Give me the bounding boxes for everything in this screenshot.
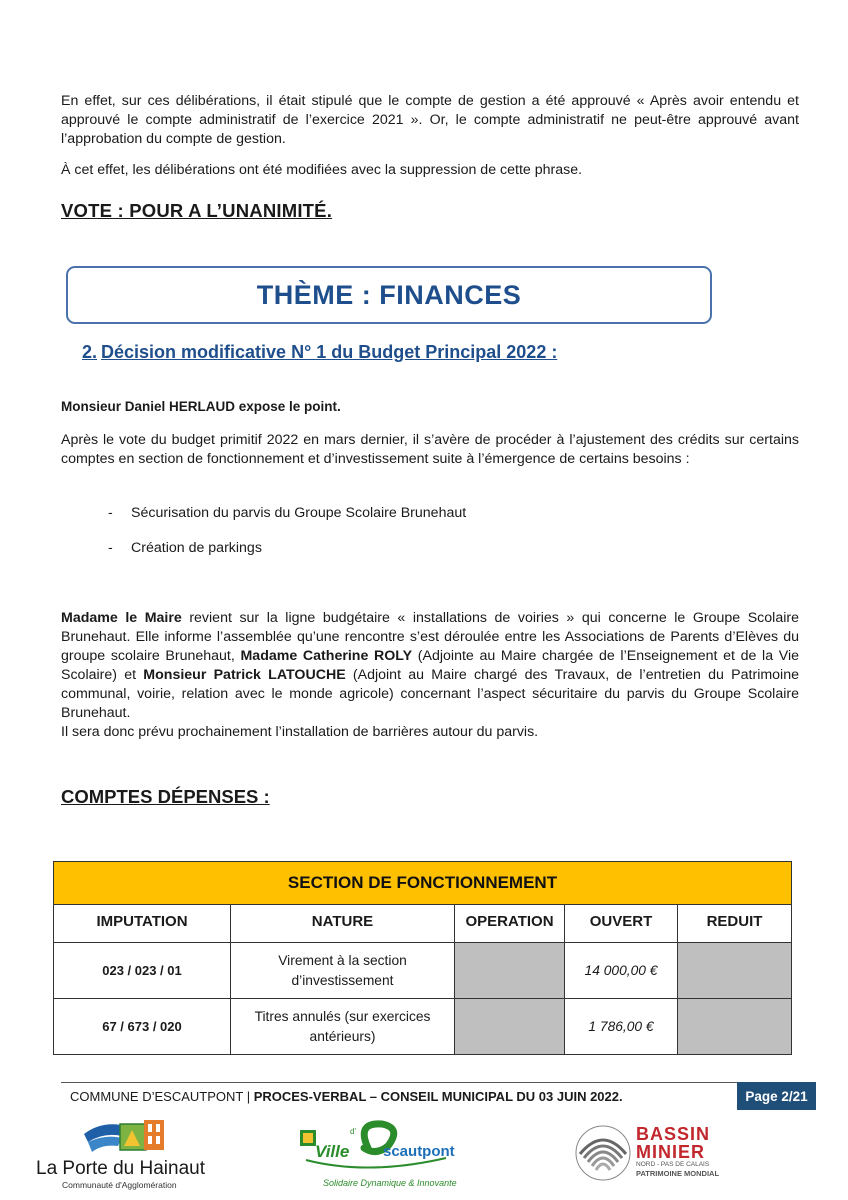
footer-commune: COMMUNE D’ESCAUTPONT | (70, 1089, 254, 1104)
bassin-text: BASSIN (636, 1124, 711, 1144)
cell-nature: Titres annulés (sur exercices antérieurs) (231, 999, 455, 1055)
cell-ouvert: 1 786,00 € (565, 999, 678, 1055)
cell-ouvert: 14 000,00 € (565, 943, 678, 999)
section-title: Décision modificative N° 1 du Budget Principal 2022 : (101, 342, 558, 362)
table-row (54, 943, 792, 999)
list-item-label: Création de parkings (131, 540, 262, 556)
speaker-line: Monsieur Daniel HERLAUD expose le point. (61, 399, 341, 414)
cell-reduit (678, 999, 792, 1055)
footer-title: PROCES-VERBAL – CONSEIL MUNICIPAL DU 03 JUIN 2022. (253, 1089, 623, 1104)
paragraph-text: revient sur la ligne budgétaire « installations de voiries » qui concerne le Groupe Scolaire Brunehaut. Elle informe l’assemblée qu’une rencontre s’est déroulée entre les Associations de Parents d’Elèves du groupe scolaire Brunehaut, (61, 610, 799, 664)
bassin-patrimoine-text: PATRIMOINE MONDIAL (636, 1169, 720, 1178)
cell-operation (455, 999, 565, 1055)
paragraph-text: (Adjointe au Maire chargée de l’Enseignement et de la Vie Scolaire) et (61, 648, 799, 683)
porte-hainaut-logo-subtitle: Communauté d'Agglomération (62, 1180, 177, 1190)
speaker-maire: Madame le Maire (61, 610, 182, 626)
ville-d-text: d' (350, 1127, 356, 1136)
bassin-region-text: NORD - PAS DE CALAIS (636, 1161, 710, 1168)
paragraph-text: Il sera donc prévu prochainement l’installation de barrières autour du parvis. (61, 724, 539, 740)
table-header-row (54, 905, 792, 943)
table-section-title: SECTION DE FONCTIONNEMENT (54, 862, 792, 905)
porte-hainaut-logo-text: La Porte du Hainaut (36, 1158, 206, 1179)
cell-imputation: 023 / 023 / 01 (54, 943, 231, 999)
comptes-heading: COMPTES DÉPENSES : (61, 786, 270, 807)
budget-paragraph: Après le vote du budget primitif 2022 en mars dernier, il s’avère de procéder à l’ajustement des crédits sur certains comptes en section de fonctionnement et d’investissement suite à l’émergence de certains besoins : (61, 432, 799, 467)
escautpont-slogan: Solidaire Dynamique & Innovante (323, 1178, 457, 1188)
vote-result: VOTE : POUR A L’UNANIMITÉ. (61, 200, 333, 221)
bassin-minier-emblem-icon (574, 1124, 632, 1182)
cell-reduit (678, 943, 792, 999)
porte-hainaut-emblem-icon (82, 1112, 172, 1160)
footer-text (70, 1089, 623, 1104)
table-row (54, 999, 792, 1055)
escautpont-text: scautpont (383, 1143, 455, 1160)
cell-nature: Virement à la section d’investissement (231, 943, 455, 999)
theme-title: THÈME : FINANCES (256, 279, 522, 310)
column-header: OUVERT (565, 905, 678, 943)
list-item (108, 540, 262, 556)
list-dash: - (108, 505, 113, 521)
paragraph-text: (Adjoint au Maire chargé des Travaux, de l’entretien du Patrimoine communal, voirie, relation avec le monde agricole) concernant l’aspect sécuritaire du parvis du Groupe Scolaire Brunehaut. (61, 667, 799, 721)
speaker-latouche: Monsieur Patrick LATOUCHE (143, 667, 346, 683)
list-item-label: Sécurisation du parvis du Groupe Scolaire Brunehaut (131, 505, 467, 521)
ville-text: Ville (315, 1142, 350, 1161)
section-heading (82, 342, 557, 363)
section-number: 2. (82, 342, 98, 362)
column-header: NATURE (231, 905, 455, 943)
speaker-roly: Madame Catherine ROLY (240, 648, 413, 664)
cell-operation (455, 943, 565, 999)
page-number: Page 2/21 (737, 1082, 816, 1110)
list-dash: - (108, 540, 113, 556)
theme-box (66, 266, 712, 324)
column-header: OPERATION (455, 905, 565, 943)
cell-imputation: 67 / 673 / 020 (54, 999, 231, 1055)
maire-paragraph (61, 609, 799, 742)
budget-table (53, 861, 792, 1055)
list-item (108, 505, 466, 521)
intro-paragraph-1: En effet, sur ces délibérations, il était stipulé que le compte de gestion a été approuvé « Après avoir entendu et approuvé le compte administratif de l’exercice 2021 ». Or, le compte administratif ne peut-être approuvé avant l’approbation du compte de gestion. (61, 93, 799, 147)
column-header: REDUIT (678, 905, 792, 943)
footer-divider (61, 1082, 737, 1083)
minier-text: MINIER (636, 1142, 705, 1162)
table-section-row (54, 862, 792, 905)
intro-paragraph-2: À cet effet, les délibérations ont été modifiées avec la suppression de cette phrase. (61, 162, 583, 178)
column-header: IMPUTATION (54, 905, 231, 943)
